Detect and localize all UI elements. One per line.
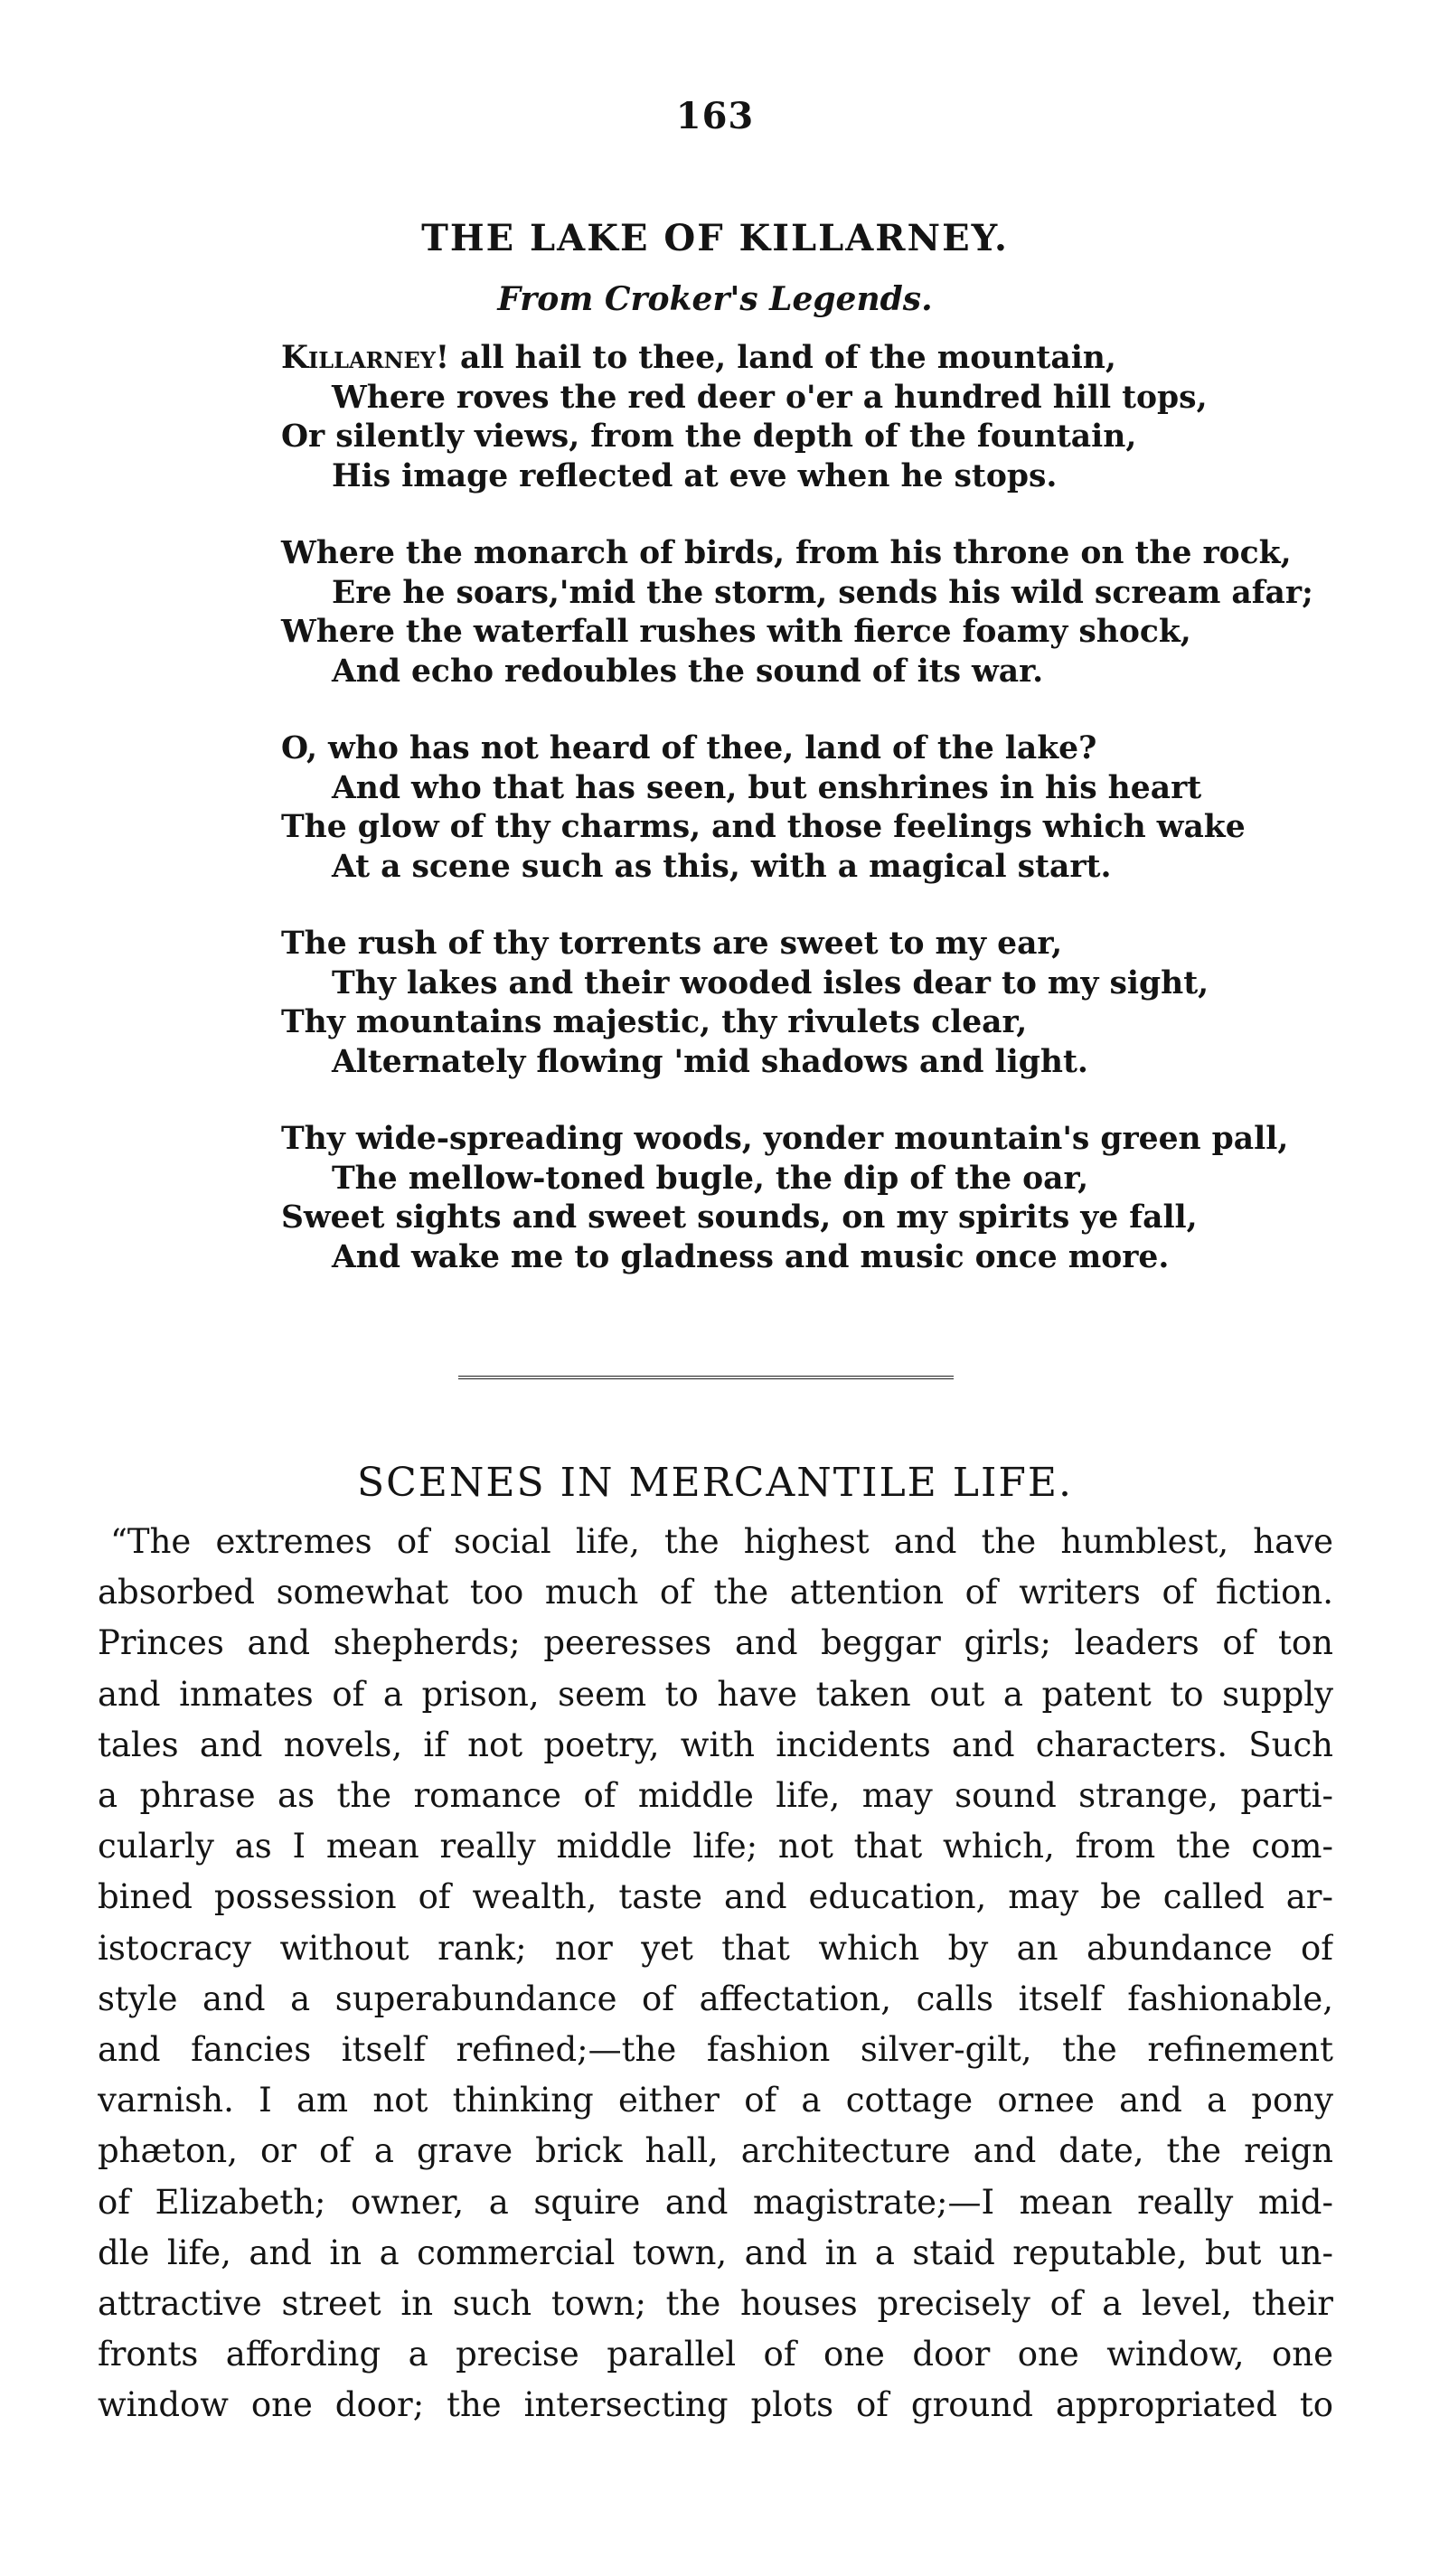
prose-line: and fancies itself refined;—the fashion silver-gilt, the refinement [98, 2030, 1333, 2070]
poem-title: THE LAKE OF KILLARNEY. [421, 217, 1009, 259]
poem-line: The mellow-toned bugle, the dip of the oar, [332, 1160, 1089, 1197]
poem-stanza [281, 729, 1330, 887]
prose-line: a phrase as the romance of middle life, may sound strange, parti- [98, 1776, 1333, 1816]
prose-line: dle life, and in a commercial town, and in a staid reputable, but un- [98, 2233, 1333, 2272]
poem-line: The glow of thy charms, and those feelings which wake [281, 809, 1246, 845]
poem-line: Thy lakes and their wooded isles dear to my sight, [332, 964, 1209, 1001]
prose-line: style and a superabundance of affectation, calls itself fashionable, [98, 1979, 1333, 2018]
prose-line: cularly as I mean really middle life; not that which, from the com- [98, 1827, 1333, 1866]
poem-line: And echo redoubles the sound of its war. [332, 653, 1044, 690]
poem-line: The rush of thy torrents are sweet to my ear, [281, 926, 1063, 962]
poem-first-line-rest: ! all hail to thee, land of the mountain, [435, 340, 1116, 376]
prose-line: istocracy without rank; nor yet that which by an abundance of [98, 1928, 1333, 1968]
page-number: 163 [675, 95, 755, 137]
prose-line: bined possession of wealth, taste and education, may be called ar- [98, 1877, 1333, 1917]
poem-line: And who that has seen, but enshrines in his heart [332, 769, 1202, 806]
poem-line: Or silently views, from the depth of the fountain, [281, 418, 1137, 455]
prose-line: fronts affording a precise parallel of one door one window, one [98, 2335, 1333, 2374]
prose-line: “The extremes of social life, the highest and the humblest, have [110, 1522, 1333, 1561]
poem-line [281, 339, 1330, 379]
poem-line: Thy wide-spreading woods, yonder mountain's green pall, [281, 1121, 1289, 1157]
poem-stanza [281, 925, 1330, 1082]
poem-line: At a scene such as this, with a magical start. [332, 848, 1112, 885]
section-divider [458, 1376, 954, 1379]
prose-body [98, 1517, 1333, 2431]
poem-stanza [281, 339, 1330, 496]
section-title: SCENES IN MERCANTILE LIFE. [356, 1460, 1074, 1506]
prose-line: phæton, or of a grave brick hall, architecture and date, the reign [98, 2131, 1333, 2171]
poem-line: O, who has not heard of thee, land of the lake? [281, 730, 1097, 766]
poem-line: Where roves the red deer o'er a hundred hill tops, [332, 379, 1208, 416]
poem-line: Ere he soars,'mid the storm, sends his wild scream afar; [332, 574, 1313, 611]
prose-line: of Elizabeth; owner, a squire and magistrate;—I mean really mid- [98, 2182, 1333, 2222]
prose-line: Princes and shepherds; peeresses and beggar girls; leaders of ton [98, 1623, 1333, 1663]
poem-line: Where the waterfall rushes with fierce foamy shock, [281, 614, 1191, 650]
poem-subtitle: From Croker's Legends. [497, 280, 933, 318]
prose-line: window one door; the intersecting plots of ground appropriated to [98, 2385, 1333, 2425]
poem-body [281, 339, 1330, 1315]
poem-line: Where the monarch of birds, from his throne on the rock, [281, 535, 1292, 571]
poem-line: Sweet sights and sweet sounds, on my spirits ye fall, [281, 1199, 1198, 1236]
poem-stanza [281, 534, 1330, 691]
prose-line: and inmates of a prison, seem to have taken out a patent to supply [98, 1674, 1333, 1714]
prose-line: attractive street in such town; the houses precisely of a level, their [98, 2284, 1333, 2324]
poem-line: Alternately flowing 'mid shadows and light. [332, 1043, 1088, 1080]
poem-first-word: Killarney [281, 340, 436, 376]
poem-line: Thy mountains majestic, thy rivulets clear, [281, 1004, 1028, 1040]
prose-line: tales and novels, if not poetry, with incidents and characters. Such [98, 1725, 1333, 1764]
poem-line: His image reflected at eve when he stops. [332, 457, 1058, 494]
prose-line: varnish. I am not thinking either of a cottage ornee and a pony [98, 2081, 1333, 2120]
poem-line: And wake me to gladness and music once more. [332, 1238, 1170, 1275]
prose-line: absorbed somewhat too much of the attention of writers of fiction. [98, 1573, 1333, 1612]
poem-stanza [281, 1120, 1330, 1277]
